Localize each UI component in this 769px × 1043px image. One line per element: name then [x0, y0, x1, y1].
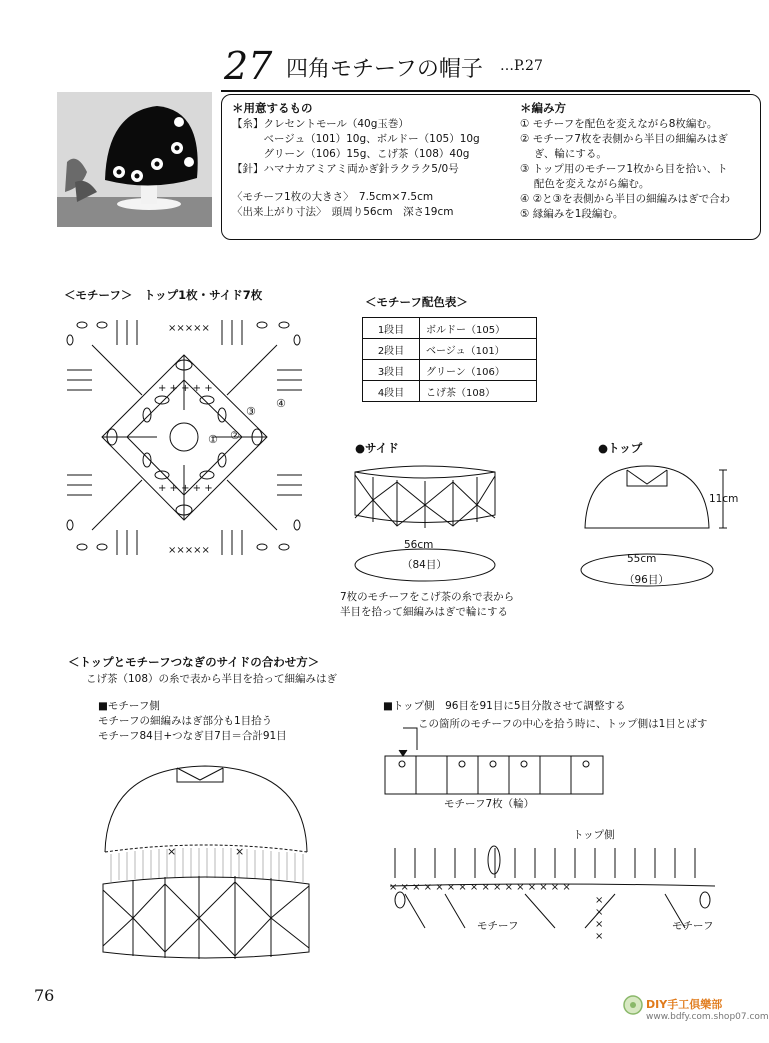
pattern-title: 四角モチーフの帽子: [286, 57, 483, 82]
table-row: [363, 318, 537, 339]
table-row: [363, 339, 537, 360]
motif-plus-marks: + + + + +: [158, 383, 213, 394]
round-3-marker: ③: [246, 405, 256, 418]
motif-plus-marks: + + + + +: [158, 483, 213, 494]
side-label: ●サイド: [355, 441, 399, 455]
method-step: ① モチーフを配色を変えながら8枚編む。: [520, 118, 718, 130]
size-info: [232, 190, 453, 220]
motif-side-line: モチーフ84目+つなぎ目7目＝合計91目: [98, 730, 287, 742]
table-row: [363, 360, 537, 381]
pattern-number: 27: [224, 44, 273, 88]
join-x-column: ×: [595, 919, 604, 930]
method-step: ⑤ 縁編みを1段編む。: [520, 208, 624, 220]
join-x-mark: ×: [235, 845, 245, 858]
color-table-title: ＜モチーフ配色表＞: [365, 295, 468, 309]
join-x-column: ×: [595, 895, 604, 906]
title-rule: [221, 90, 750, 92]
method-step: ④ ②と③を表側から半目の細編みはぎで合わ: [520, 193, 731, 205]
round-cell: 1段目: [363, 318, 420, 339]
join-x-mark: ×: [167, 845, 177, 858]
strip-caption: モチーフ7枚（輪）: [444, 798, 535, 810]
motif-side-label: ■モチーフ側: [98, 700, 160, 712]
round-cell: 4段目: [363, 381, 420, 402]
materials-line: 【糸】クレセントモール（40g玉巻）: [232, 118, 409, 130]
top-height: 11cm: [709, 493, 739, 505]
join-x-column: ×: [595, 907, 604, 918]
side-stitches: （84目）: [402, 559, 447, 571]
color-table: [362, 317, 537, 402]
watermark: [622, 992, 769, 1038]
color-cell: ベージュ（101）: [420, 339, 537, 360]
side-circumference: 56cm: [404, 539, 434, 551]
join-x-column: ×: [595, 931, 604, 942]
method-step: ② モチーフ7枚を表側から半目の細編みはぎ: [520, 133, 728, 145]
top-side-label: ■トップ側 96目を91目に5目分散させて調整する: [383, 700, 626, 712]
top-circumference: 55cm: [627, 553, 657, 565]
side-note-line: 半目を拾って細編みはぎで輪にする: [340, 606, 508, 618]
page-number: 76: [34, 986, 55, 1005]
table-row: [363, 381, 537, 402]
motif-side-line: モチーフの細編みはぎ部分も1目拾う: [98, 715, 273, 727]
round-2-marker: ②: [230, 429, 240, 442]
motif-size: 〈モチーフ1枚の大きさ〉 7.5cm×7.5cm: [232, 191, 434, 203]
motif-x-marks: ×××××: [168, 545, 210, 556]
watermark-logo-icon: [622, 994, 644, 1016]
round-1-marker: ①: [208, 433, 218, 446]
method-step: ③ トップ用のモチーフ1枚から目を拾い、ト: [520, 163, 728, 175]
joining-subtitle: こげ茶（108）の糸で表から半目を拾って細編みはぎ: [86, 673, 338, 685]
materials-line: 【針】ハマナカアミアミ両かぎ針ラクラク5/0号: [232, 163, 459, 175]
chart-motif-label-left: モチーフ: [477, 920, 519, 932]
watermark-text: DIY手工俱樂部: [646, 998, 723, 1011]
materials-line: ベージュ（101）10g、ボルドー（105）10g: [232, 133, 480, 145]
watermark-url: www.bdfy.com.shop07.com: [646, 1012, 769, 1022]
top-stitches: （96目）: [624, 574, 669, 586]
materials-list: [232, 117, 480, 177]
color-table-wrap: [362, 317, 537, 402]
joining-title: ＜トップとモチーフつなぎのサイドの合わせ方＞: [68, 655, 320, 669]
method-step: 配色を変えながら編む。: [520, 178, 650, 190]
motif-x-marks: ×××××: [168, 323, 210, 334]
round-cell: 2段目: [363, 339, 420, 360]
round-4-marker: ④: [276, 397, 286, 410]
round-cell: 3段目: [363, 360, 420, 381]
motif-chart: [62, 315, 307, 560]
method-step: ぎ、輪にする。: [520, 148, 607, 160]
motif-strip-diagram: [385, 720, 615, 800]
color-cell: グリーン（106）: [420, 360, 537, 381]
side-note: [340, 590, 514, 620]
top-label: ●トップ: [598, 441, 643, 455]
method-list: [520, 117, 750, 222]
motif-side-block: [98, 699, 287, 744]
assembled-hat-diagram: [95, 760, 320, 965]
motif-label: ＜モチーフ＞ トップ1枚・サイド7枚: [64, 288, 263, 302]
join-x-row: × × × × × × × × × × × × × × × ×: [389, 882, 571, 893]
hat-photo: [57, 92, 212, 227]
materials-line: グリーン（106）15g、こげ茶（108）40g: [232, 148, 470, 160]
chart-motif-label-right: モチーフ: [672, 920, 714, 932]
method-heading: ＊編み方: [520, 101, 566, 115]
materials-heading: ＊用意するもの: [232, 101, 313, 115]
side-note-line: 7枚のモチーフをこげ茶の糸で表から: [340, 591, 515, 603]
color-cell: こげ茶（108）: [420, 381, 537, 402]
join-stitch-chart: [385, 838, 720, 948]
chart-top-label: トップ側: [573, 829, 615, 841]
top-side-callout: この箇所のモチーフの中心を拾う時に、トップ側は1目とばす: [418, 718, 708, 730]
page-reference: …P.27: [500, 58, 543, 74]
color-cell: ボルドー（105）: [420, 318, 537, 339]
finished-size: 〈出来上がり寸法〉 頭周り56cm 深さ19cm: [232, 206, 454, 218]
